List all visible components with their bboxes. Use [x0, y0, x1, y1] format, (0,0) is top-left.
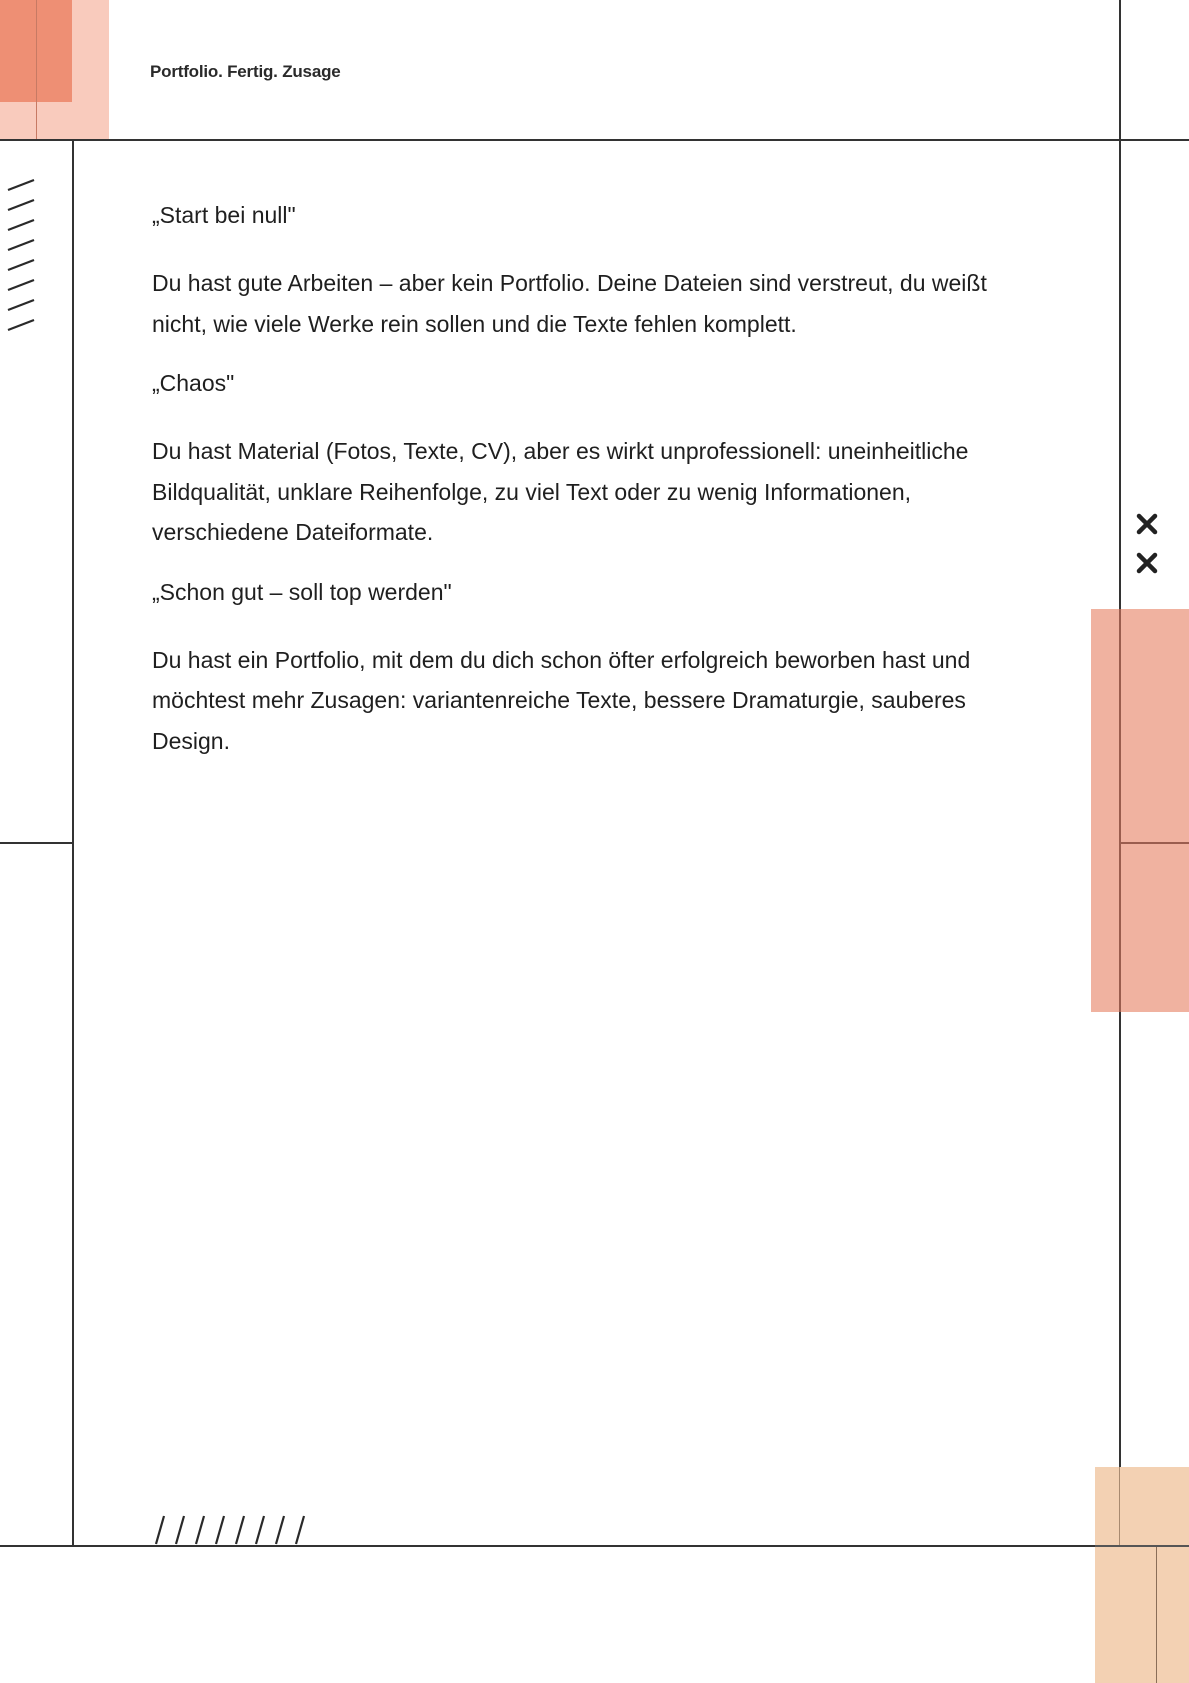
peach-vertical-line	[1119, 1467, 1120, 1546]
peach-rule	[1095, 1545, 1189, 1547]
section-start-bei-null	[152, 198, 1032, 344]
section-text: Du hast gute Arbeiten – aber kein Portfolio. Deine Dateien sind verstreut, du weißt nicht, wie viele Werke rein sollen und die Texte fehlen komplett.	[152, 270, 987, 337]
peach-inner-line	[1156, 1546, 1157, 1683]
section-heading: „Start bei null"	[152, 202, 296, 228]
coral-vertical-line	[1119, 609, 1121, 1012]
coral-horizontal-line	[1120, 842, 1189, 844]
header-title: Portfolio. Fertig. Zusage	[150, 62, 341, 81]
section-chaos	[152, 366, 1032, 553]
left-short-rule	[0, 842, 74, 844]
hatch-marks-bottom	[152, 1514, 317, 1546]
main-content	[152, 198, 1032, 783]
decor-block-peach	[1095, 1467, 1189, 1683]
section-schon-gut	[152, 575, 1032, 762]
section-text: Du hast ein Portfolio, mit dem du dich schon öfter erfolgreich beworben hast und möchtest mehr Zusagen: variantenreiche Texte, bessere Dramaturgie, sauberes Design.	[152, 646, 971, 754]
close-icon	[1134, 511, 1160, 537]
section-heading: „Chaos"	[152, 370, 235, 396]
header-rule	[0, 139, 1189, 141]
decor-block-coral	[1091, 609, 1189, 1012]
close-icon	[1134, 550, 1160, 576]
section-text: Du hast Material (Fotos, Texte, CV), aber es wirkt unprofessionell: uneinheitliche Bildqualität, unklare Reihenfolge, zu viel Text oder zu wenig Informationen, verschiedene Dateiformate.	[152, 438, 969, 545]
hatch-marks-left	[2, 178, 38, 343]
section-heading: „Schon gut – soll top werden"	[152, 578, 452, 605]
decor-divider	[36, 0, 37, 139]
